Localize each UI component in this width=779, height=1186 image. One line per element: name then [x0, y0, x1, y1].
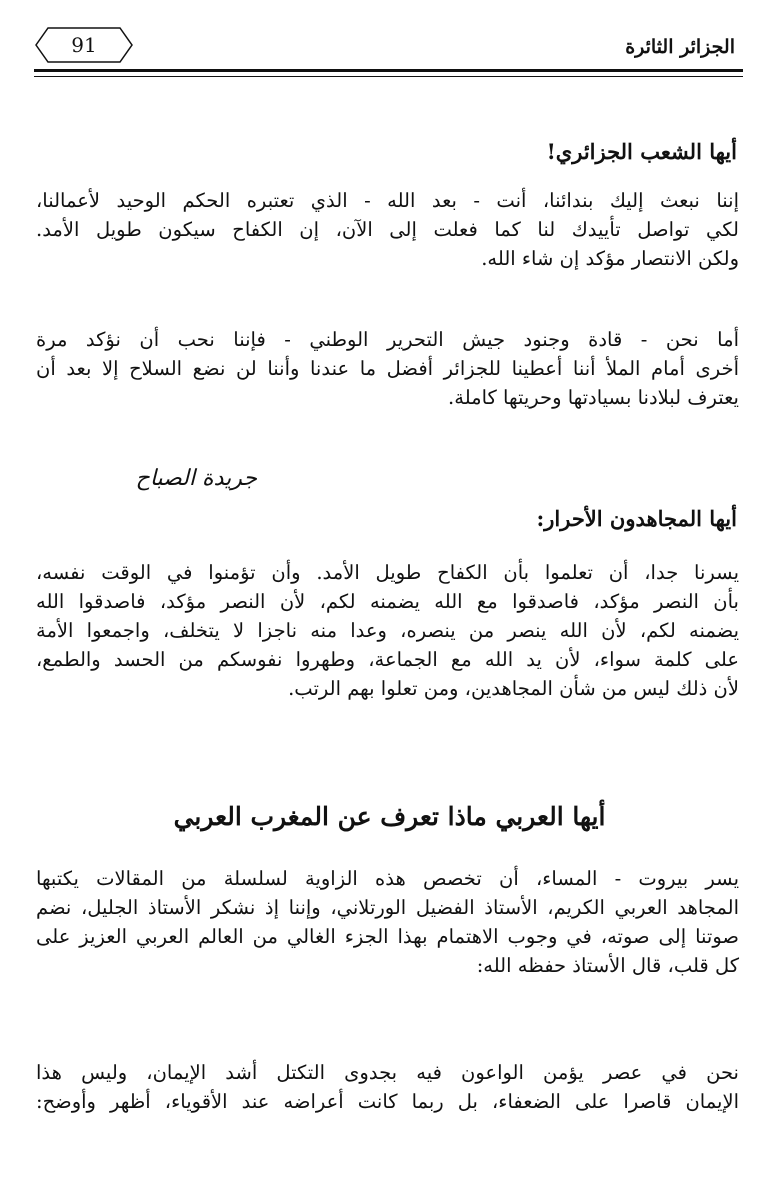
header-rule-thin [34, 76, 743, 77]
article-paragraph-2 [36, 1058, 739, 1116]
text-line: صوتنا إلى صوته، في وجوب الاهتمام بهذا الجزء الغالي من العالم العربي العزيز على [36, 925, 739, 948]
article-paragraph-1 [36, 864, 739, 980]
newspaper-source: جريدة الصباح [135, 466, 257, 491]
page-number-badge [34, 26, 134, 64]
text-line: يضمنه لكم، لأن الله ينصر من ينصره، وعدا منه ناجزا لا يتخلف، واجمعوا الأمة [36, 619, 739, 642]
page-number: 91 [71, 33, 97, 57]
text-line: كل قلب، قال الأستاذ حفظه الله: [476, 954, 739, 977]
text-line: يعترف لبلادنا بسيادتها وحريتها كاملة. [448, 386, 739, 409]
text-line: أما نحن - قادة وجنود جيش التحرير الوطني - فإننا نحب أن نؤكد مرة [36, 328, 739, 351]
appeal-paragraph-2 [36, 325, 739, 412]
text-line: ولكن الانتصار مؤكد إن شاء الله. [481, 247, 739, 270]
text-line: بأن النصر مؤكد، فاصدقوا مع الله يضمنه لكم، لأن النصر مؤكد، فاصدقوا الله [36, 590, 739, 613]
fighters-heading: أيها المجاهدون الأحرار: [536, 506, 737, 531]
text-line: أخرى أمام الملأ أننا أعطينا للجزائر أفضل ما عندنا وأننا لن نضع السلاح إلا بعد أن [36, 357, 739, 380]
text-line: يسرنا جدا، أن تعلموا بأن الكفاح طويل الأمد. وأن تؤمنوا في الوقت نفسه، [36, 561, 739, 584]
header-rule-thick [34, 69, 743, 72]
article-title: أيها العربي ماذا تعرف عن المغرب العربي [173, 802, 606, 831]
running-title: الجزائر الثائرة [625, 36, 735, 58]
text-line: المجاهد العربي الكريم، الأستاذ الفضيل الورتلاني، وإننا إذ نشكر الأستاذ الجليل، نضم [36, 896, 739, 919]
appeal-heading: أيها الشعب الجزائري! [546, 139, 737, 164]
fighters-paragraph [36, 558, 739, 703]
text-line: يسر بيروت - المساء، أن تخصص هذه الزاوية لسلسلة من المقالات يكتبها [36, 867, 739, 890]
text-line: لكي تواصل تأييدك لنا كما فعلت إلى الآن، إن الكفاح سيكون طويل الأمد. [36, 218, 739, 241]
text-line: على كلمة سواء، لأن يد الله مع الجماعة، وطهروا نفوسكم من الحسد والطمع، [36, 648, 739, 671]
text-line: إننا نبعث إليك بندائنا، أنت - بعد الله - الذي تعتبره الحكم الوحيد لأعمالنا، [36, 189, 739, 212]
text-line: نحن في عصر يؤمن الواعون فيه بجدوى التكتل أشد الإيمان، وليس هذا [36, 1061, 739, 1084]
text-line: الإيمان قاصرا على الضعفاء، بل ربما كانت أعراضه عند الأقوياء، أظهر وأوضح: [36, 1090, 739, 1113]
text-line: لأن ذلك ليس من شأن المجاهدين، ومن تعلوا بهم الرتب. [288, 677, 739, 700]
appeal-paragraph-1 [36, 186, 739, 273]
